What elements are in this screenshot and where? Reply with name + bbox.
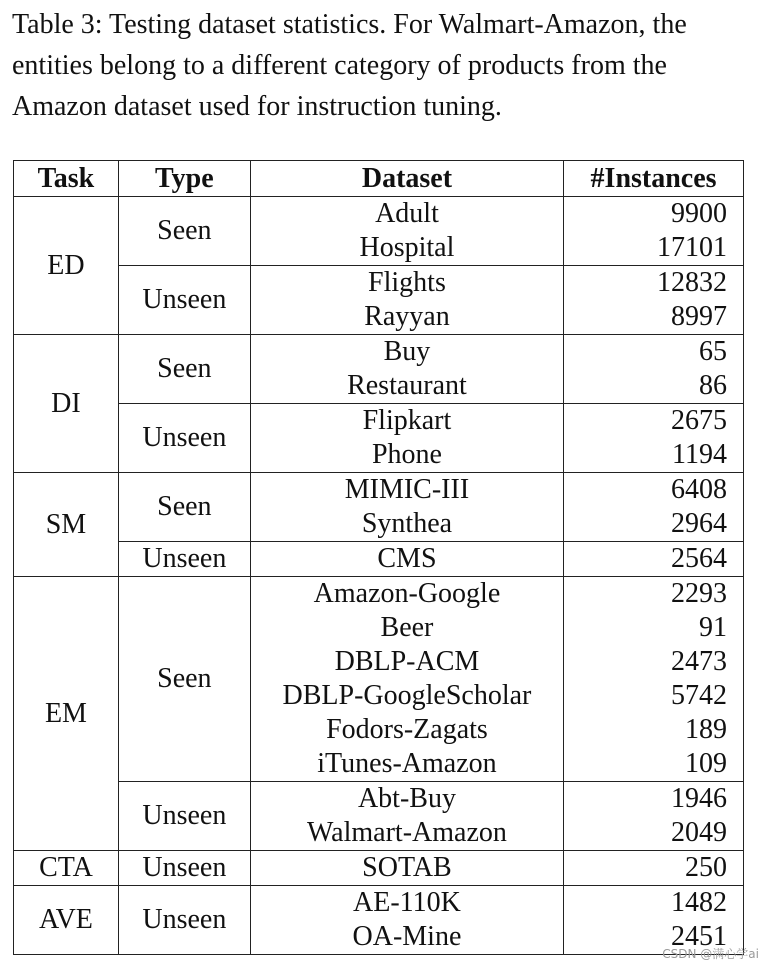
type-cell: Seen xyxy=(118,197,250,266)
instances-cell: 2451 xyxy=(564,920,744,955)
table-row xyxy=(14,404,744,439)
header-row xyxy=(14,161,744,197)
instances-cell: 109 xyxy=(564,747,744,782)
instances-cell: 250 xyxy=(564,851,744,886)
dataset-cell: Hospital xyxy=(250,231,563,266)
task-cell: AVE xyxy=(14,886,119,955)
type-cell: Unseen xyxy=(118,782,250,851)
table-row xyxy=(14,577,744,612)
dataset-cell: OA-Mine xyxy=(250,920,563,955)
dataset-cell: Amazon-Google xyxy=(250,577,563,612)
type-cell: Unseen xyxy=(118,542,250,577)
header-instances: #Instances xyxy=(564,161,744,197)
instances-cell: 2293 xyxy=(564,577,744,612)
instances-cell: 2675 xyxy=(564,404,744,439)
table-header xyxy=(14,161,744,197)
instances-cell: 12832 xyxy=(564,266,744,301)
table-row xyxy=(14,886,744,921)
type-cell: Unseen xyxy=(118,851,250,886)
instances-cell: 2049 xyxy=(564,816,744,851)
watermark: CSDN @满心学ai xyxy=(662,947,759,961)
dataset-cell: AE-110K xyxy=(250,886,563,921)
instances-cell: 189 xyxy=(564,713,744,747)
type-cell: Unseen xyxy=(118,404,250,473)
instances-cell: 86 xyxy=(564,369,744,404)
task-cell: DI xyxy=(14,335,119,473)
table-row xyxy=(14,782,744,817)
table-row xyxy=(14,266,744,301)
instances-cell: 65 xyxy=(564,335,744,370)
dataset-cell: Restaurant xyxy=(250,369,563,404)
instances-cell: 2564 xyxy=(564,542,744,577)
dataset-cell: CMS xyxy=(250,542,563,577)
table-row xyxy=(14,197,744,232)
table-row xyxy=(14,851,744,886)
dataset-cell: Buy xyxy=(250,335,563,370)
header-type: Type xyxy=(118,161,250,197)
instances-cell: 91 xyxy=(564,611,744,645)
type-cell: Seen xyxy=(118,577,250,782)
task-cell: SM xyxy=(14,473,119,577)
dataset-cell: Rayyan xyxy=(250,300,563,335)
instances-cell: 17101 xyxy=(564,231,744,266)
table-row xyxy=(14,335,744,370)
type-cell: Seen xyxy=(118,335,250,404)
dataset-cell: Flipkart xyxy=(250,404,563,439)
instances-cell: 6408 xyxy=(564,473,744,508)
task-cell: CTA xyxy=(14,851,119,886)
header-dataset: Dataset xyxy=(250,161,563,197)
dataset-cell: Adult xyxy=(250,197,563,232)
instances-cell: 5742 xyxy=(564,679,744,713)
task-cell: EM xyxy=(14,577,119,851)
dataset-cell: Abt-Buy xyxy=(250,782,563,817)
dataset-cell: DBLP-GoogleScholar xyxy=(250,679,563,713)
table-row xyxy=(14,542,744,577)
dataset-cell: Synthea xyxy=(250,507,563,542)
instances-cell: 2964 xyxy=(564,507,744,542)
instances-cell: 1194 xyxy=(564,438,744,473)
dataset-cell: DBLP-ACM xyxy=(250,645,563,679)
dataset-cell: Phone xyxy=(250,438,563,473)
header-task: Task xyxy=(14,161,119,197)
table-caption: Table 3: Testing dataset statistics. For Walmart-Amazon, the entities belong to a different category of products from the Amazon dataset used for instruction tuning. xyxy=(12,9,687,122)
type-cell: Unseen xyxy=(118,266,250,335)
dataset-cell: SOTAB xyxy=(250,851,563,886)
table-body xyxy=(14,197,744,955)
instances-cell: 1946 xyxy=(564,782,744,817)
dataset-cell: Walmart-Amazon xyxy=(250,816,563,851)
instances-cell: 2473 xyxy=(564,645,744,679)
table-row xyxy=(14,473,744,508)
dataset-cell: Fodors-Zagats xyxy=(250,713,563,747)
dataset-cell: iTunes-Amazon xyxy=(250,747,563,782)
dataset-cell: Beer xyxy=(250,611,563,645)
task-cell: ED xyxy=(14,197,119,335)
instances-cell: 1482 xyxy=(564,886,744,921)
dataset-cell: Flights xyxy=(250,266,563,301)
instances-cell: 8997 xyxy=(564,300,744,335)
type-cell: Unseen xyxy=(118,886,250,955)
dataset-statistics-table xyxy=(13,160,744,955)
type-cell: Seen xyxy=(118,473,250,542)
dataset-cell: MIMIC-III xyxy=(250,473,563,508)
instances-cell: 9900 xyxy=(564,197,744,232)
